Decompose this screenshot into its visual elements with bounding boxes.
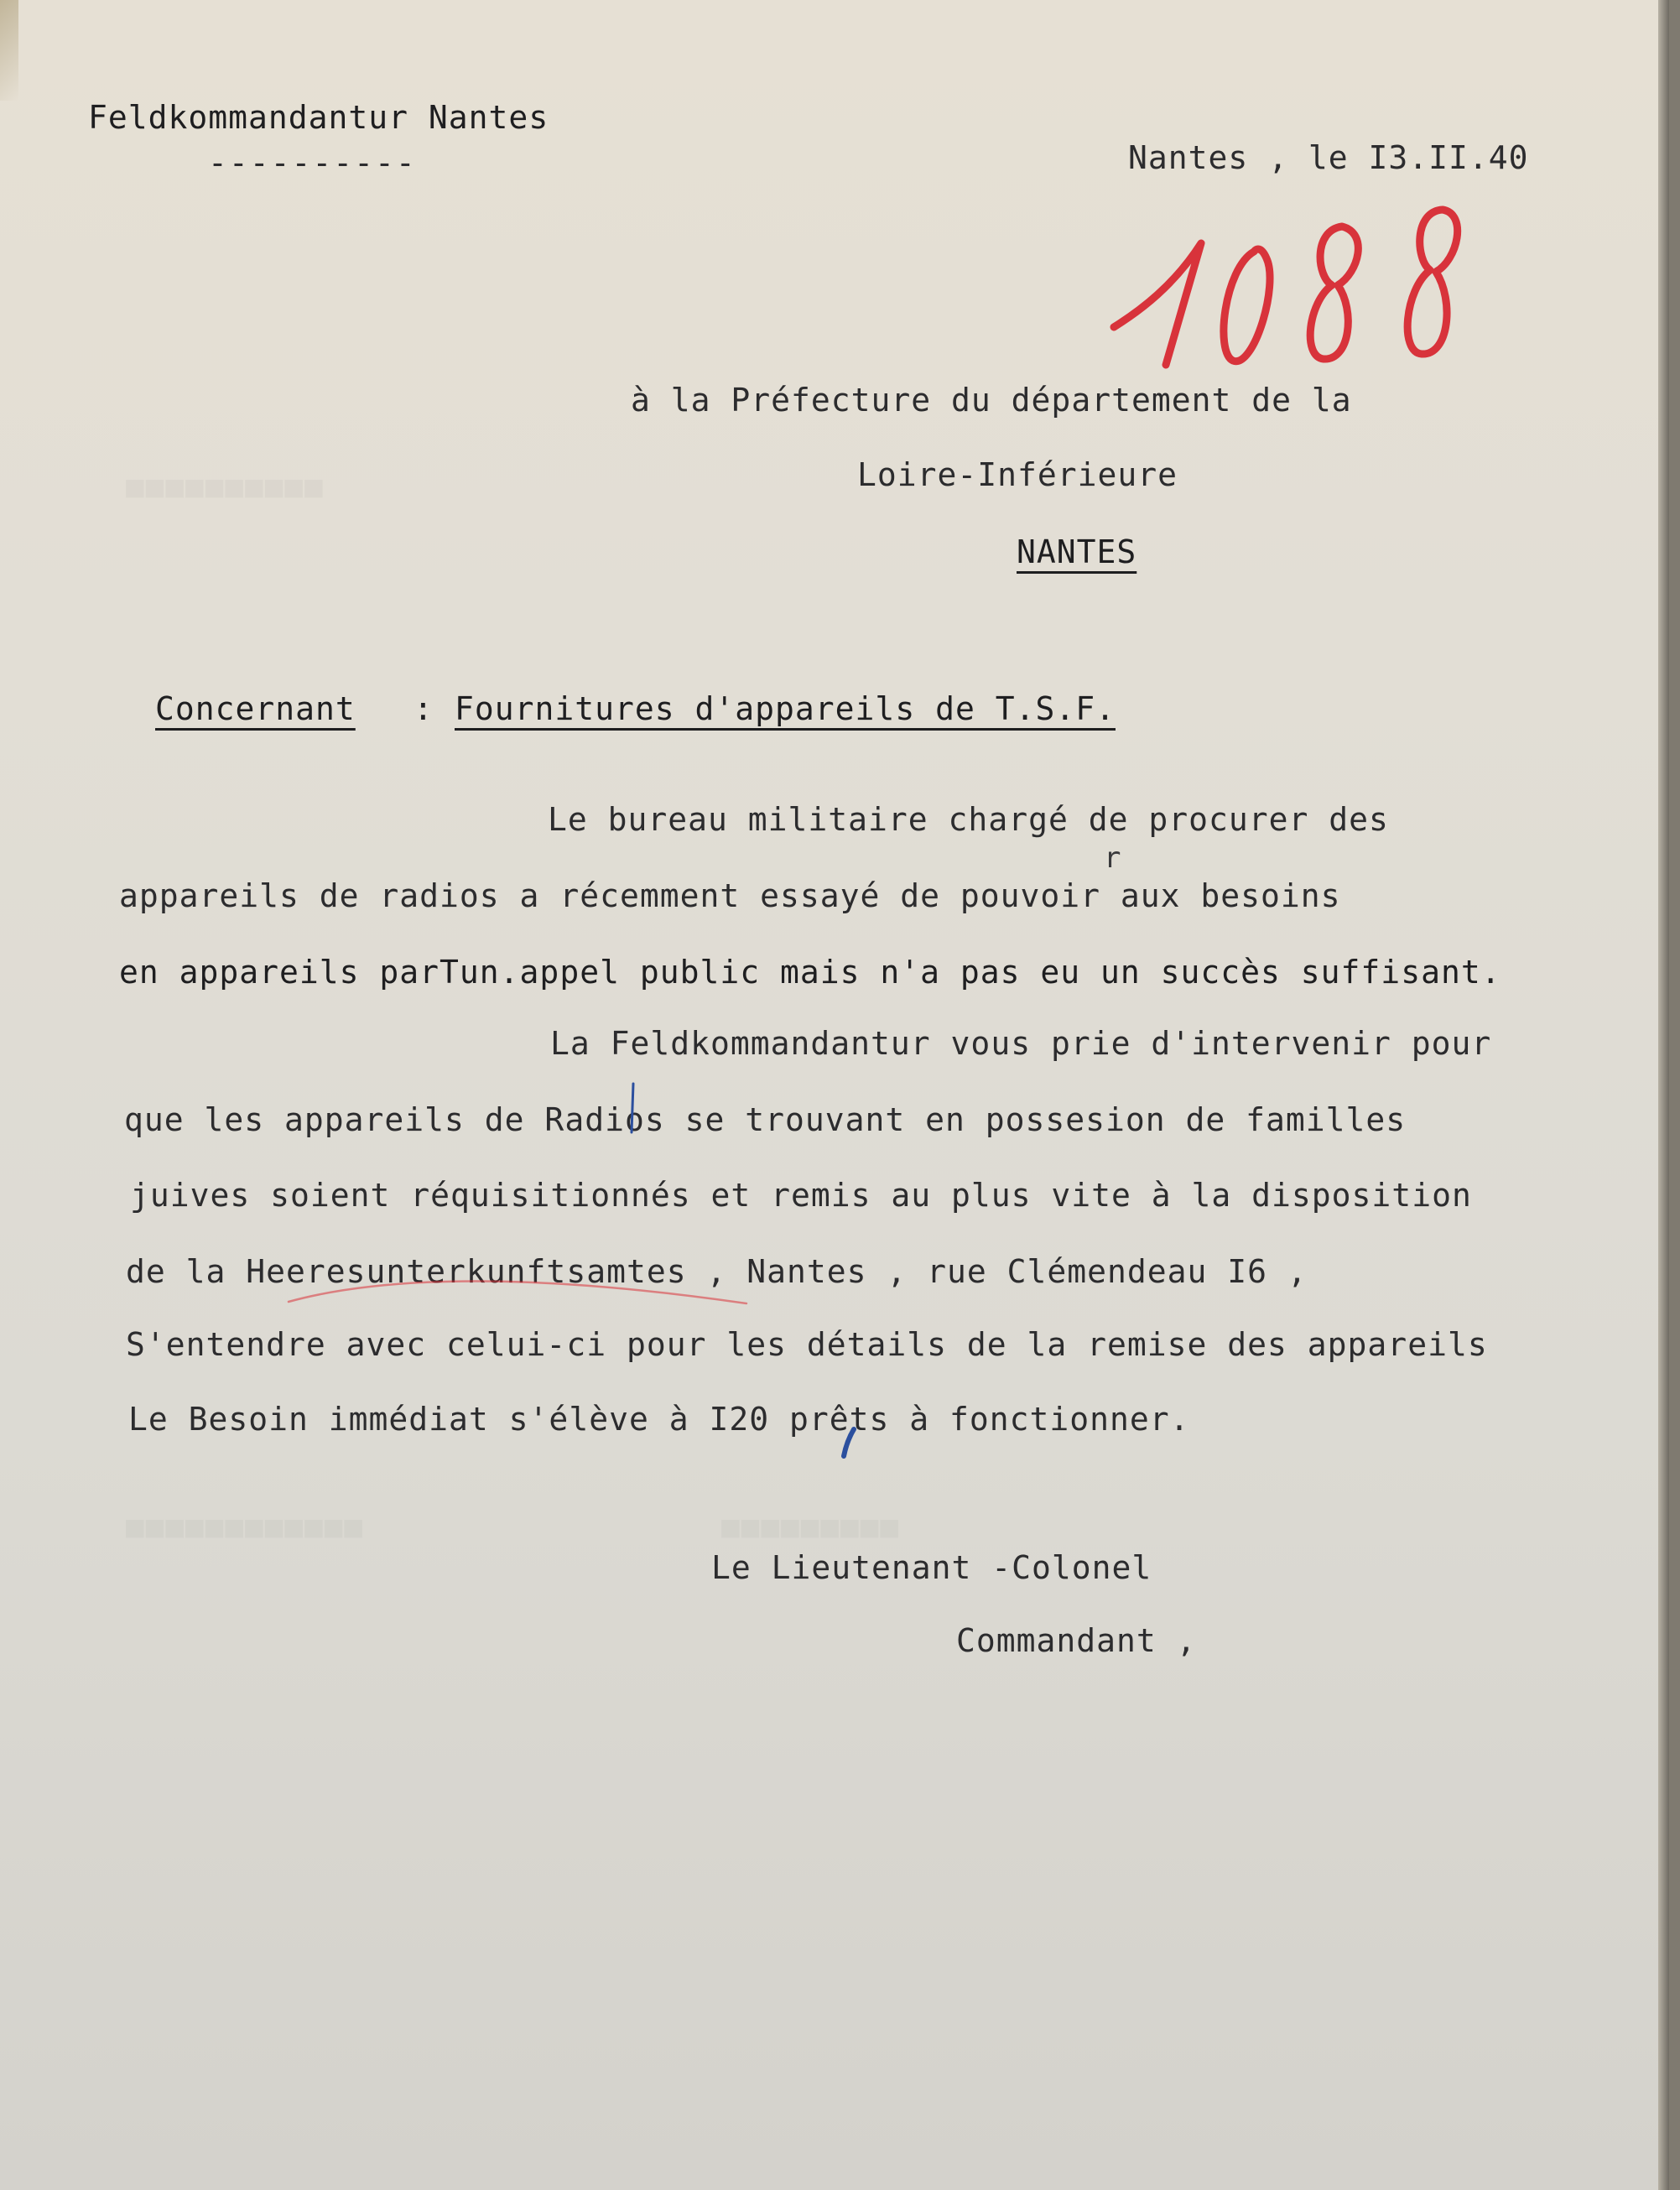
body-line-2: appareils de radios a récemment essayé de pouvoir aux besoins	[119, 877, 1341, 914]
paper-fold	[0, 0, 18, 101]
bleed-through: ■■■■■■■■■	[721, 1510, 901, 1544]
subject-label: Concernant	[155, 690, 356, 727]
subject-separator: :	[413, 690, 434, 727]
place-date: Nantes , le I3.II.40	[1128, 139, 1529, 176]
signature-rank: Le Lieutenant -Colonel	[711, 1549, 1152, 1586]
body-line-3: en appareils parTun.appel public mais n'a pas eu un succès suffisant.	[119, 954, 1501, 991]
red-pencil-underline	[285, 1267, 755, 1317]
recipient-line-1: à la Préfecture du département de la	[631, 382, 1352, 419]
body-line-6: juives soient réquisitionnés et remis au plus vite à la disposition	[130, 1177, 1472, 1214]
body-line-9: Le Besoin immédiat s'élève à I20 prêts à fonctionner.	[128, 1401, 1190, 1438]
sender-rule: ----------	[208, 144, 417, 181]
page-edge	[1658, 0, 1669, 2190]
recipient-city: NANTES	[1017, 533, 1137, 570]
signature-title: Commandant ,	[956, 1622, 1197, 1659]
bleed-through: ■■■■■■■■■■	[126, 470, 325, 504]
body-line-1: Le bureau militaire chargé de procurer des	[548, 801, 1389, 838]
body-line-5: que les appareils de Radios se trouvant en possesion de familles	[124, 1101, 1407, 1138]
blue-ink-mark	[839, 1426, 864, 1459]
handwritten-correction: r	[1104, 841, 1122, 875]
blue-ink-mark	[621, 1082, 646, 1141]
subject-text: Fournitures d'appareils de T.S.F.	[455, 690, 1116, 727]
red-pencil-number-glyphs	[1107, 193, 1493, 386]
body-line-4: La Feldkommandantur vous prie d'intervenir pour	[550, 1025, 1492, 1062]
bleed-through: ■■■■■■■■■■■■	[126, 1510, 365, 1544]
recipient-line-2: Loire-Inférieure	[857, 456, 1178, 493]
body-line-7: de la Heeresunterkunftsamtes , Nantes , rue Clémendeau I6 ,	[126, 1253, 1308, 1290]
reference-number	[1107, 193, 1493, 386]
body-line-8: S'entendre avec celui-ci pour les détails de la remise des appareils	[126, 1326, 1488, 1363]
sender-name: Feldkommandantur Nantes	[88, 99, 549, 136]
